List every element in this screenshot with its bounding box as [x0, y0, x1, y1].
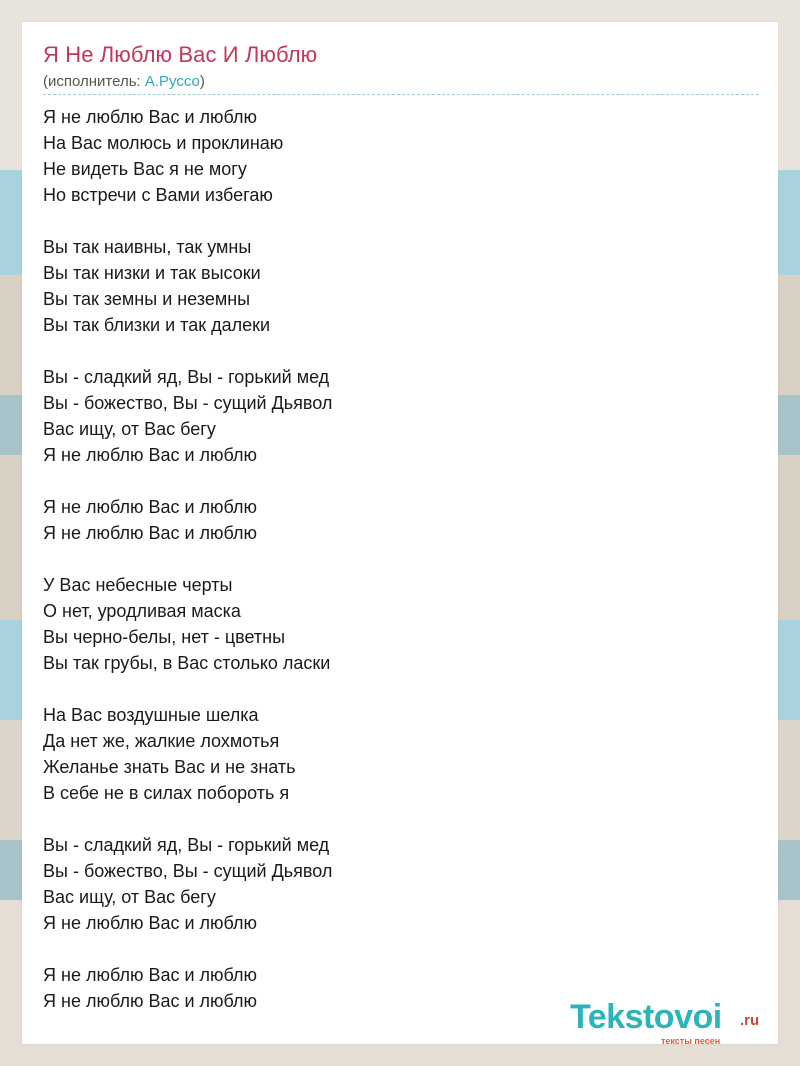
stanza: [43, 364, 332, 468]
lyric-line: Желанье знать Вас и не знать: [43, 757, 296, 777]
artist-link[interactable]: А.Руссо: [144, 73, 200, 90]
stanza: [43, 234, 332, 338]
lyric-line: Я не люблю Вас и люблю: [43, 991, 258, 1011]
lyrics-body: [43, 104, 332, 1040]
lyric-line: Я не люблю Вас и люблю: [43, 497, 258, 517]
lyric-line: На Вас молюсь и проклинаю: [43, 133, 284, 153]
lyric-line: В себе не в силах побороть я: [43, 783, 290, 803]
lyric-line: На Вас воздушные шелка: [43, 705, 259, 725]
lyric-line: Но встречи с Вами избегаю: [43, 185, 273, 205]
lyric-line: Я не люблю Вас и люблю: [43, 445, 258, 465]
lyric-line: Вы - сладкий яд, Вы - горький мед: [43, 367, 330, 387]
site-logo[interactable]: [570, 998, 770, 1044]
lyric-line: Вы - божество, Вы - сущий Дьявол: [43, 393, 333, 413]
performer-prefix: (исполнитель:: [43, 73, 145, 90]
lyric-line: Вы так наивны, так умны: [43, 237, 252, 257]
lyric-line: Вас ищу, от Вас бегу: [43, 419, 216, 439]
lyric-line: Вы - сладкий яд, Вы - горький мед: [43, 835, 330, 855]
lyrics-sheet: [22, 22, 778, 1044]
lyric-line: О нет, уродливая маска: [43, 601, 241, 621]
lyric-line: Вы так грубы, в Вас столько ласки: [43, 653, 331, 673]
lyric-line: Я не люблю Вас и люблю: [43, 913, 258, 933]
stanza: [43, 962, 332, 1014]
stanza: [43, 494, 332, 546]
song-title: Я Не Люблю Вас И Люблю: [43, 42, 318, 67]
stanza: [43, 702, 332, 806]
lyric-line: Вас ищу, от Вас бегу: [43, 887, 216, 907]
title-divider: [43, 94, 759, 95]
stanza: [43, 104, 332, 208]
logo-tagline: тексты песен: [661, 1036, 721, 1046]
lyric-line: Вы так земны и неземны: [43, 289, 251, 309]
lyric-line: Да нет же, жалкие лохмотья: [43, 731, 280, 751]
lyric-line: Я не люблю Вас и люблю: [43, 965, 258, 985]
logo-brand: Tekstovoi: [570, 998, 722, 1036]
lyric-line: Я не люблю Вас и люблю: [43, 523, 258, 543]
stanza: [43, 832, 332, 936]
lyric-line: Вы так низки и так высоки: [43, 263, 261, 283]
lyric-line: Не видеть Вас я не могу: [43, 159, 247, 179]
stanza: [43, 572, 332, 676]
lyric-line: Вы - божество, Вы - сущий Дьявол: [43, 861, 333, 881]
logo-tld: .ru: [740, 1012, 760, 1029]
lyric-line: Вы черно-белы, нет - цветны: [43, 627, 286, 647]
lyric-line: У Вас небесные черты: [43, 575, 233, 595]
performer-suffix: ): [199, 73, 205, 90]
lyric-line: Я не люблю Вас и люблю: [43, 107, 258, 127]
lyric-line: Вы так близки и так далеки: [43, 315, 271, 335]
performer-line: [43, 73, 205, 90]
